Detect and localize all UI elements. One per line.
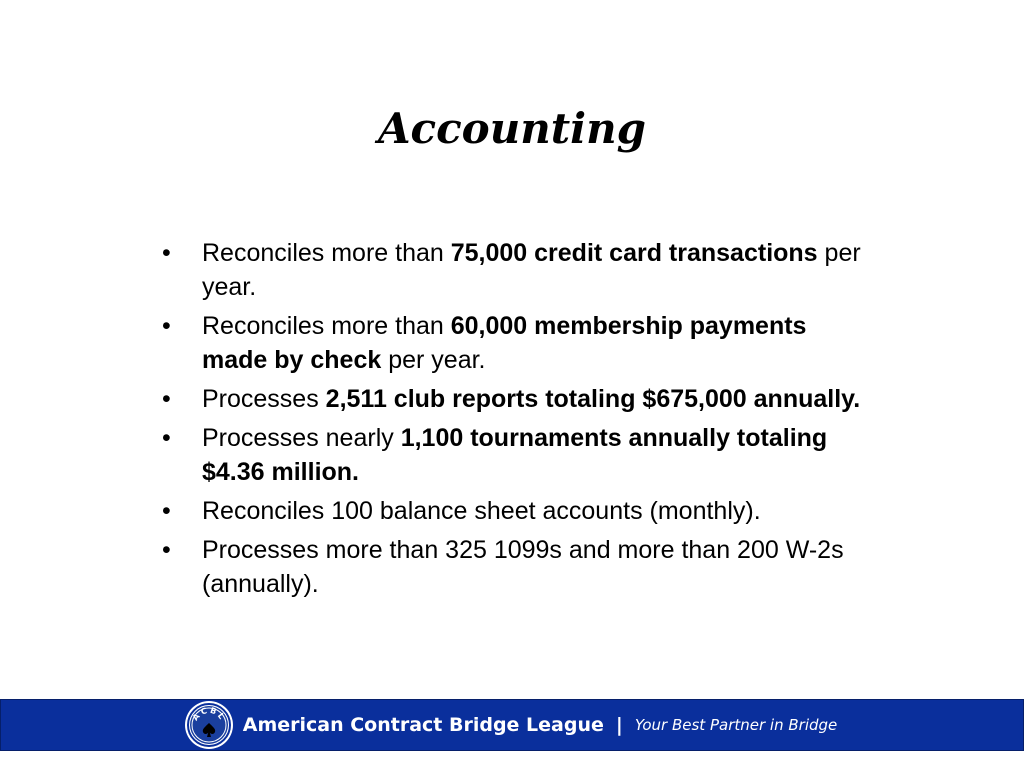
org-name: American Contract Bridge League (242, 714, 604, 736)
bullet-item (162, 309, 862, 377)
bullet-text-bold: 75,000 credit card transactions (450, 239, 818, 267)
bullet-text: Reconciles 100 balance sheet accounts (monthly). (202, 497, 761, 525)
bullet-icon: • (162, 424, 171, 452)
bullet-text: Processes (202, 385, 326, 413)
bullet-text: Processes nearly (202, 424, 401, 452)
bullet-text-bold: 2,511 club reports totaling $675,000 annually. (325, 385, 861, 413)
bullet-text: Processes more than 325 1099s and more than 200 W-2s (annually). (202, 536, 844, 598)
acbl-logo (187, 703, 231, 747)
bullet-text: per year. (202, 239, 861, 301)
bullet-text-bold: 1,100 tournaments annually totaling $4.36 million. (202, 424, 828, 486)
bullet-item (162, 421, 862, 489)
bullet-item (162, 533, 862, 601)
logo-text: ACBL (190, 705, 227, 723)
footer-banner (0, 699, 1024, 751)
bullet-text: Reconciles more than (202, 239, 451, 267)
bullet-item (162, 382, 862, 416)
bullet-text: per year. (381, 346, 486, 374)
footer-tagline: Your Best Partner in Bridge (634, 716, 838, 734)
slide-title: Accounting (377, 104, 647, 153)
bullet-icon: • (162, 385, 171, 413)
bullet-icon: • (162, 497, 171, 525)
bullet-item (162, 236, 862, 304)
spade-icon (189, 705, 229, 745)
bullet-icon: • (162, 239, 171, 267)
bullet-icon: • (162, 536, 171, 564)
bullet-list (162, 236, 862, 606)
bullet-text: Reconciles more than (202, 312, 451, 340)
bullet-text-bold: 60,000 membership payments made by check (202, 312, 807, 374)
bullet-item (162, 494, 862, 528)
footer-separator: | (615, 714, 623, 736)
bullet-icon: • (162, 312, 171, 340)
